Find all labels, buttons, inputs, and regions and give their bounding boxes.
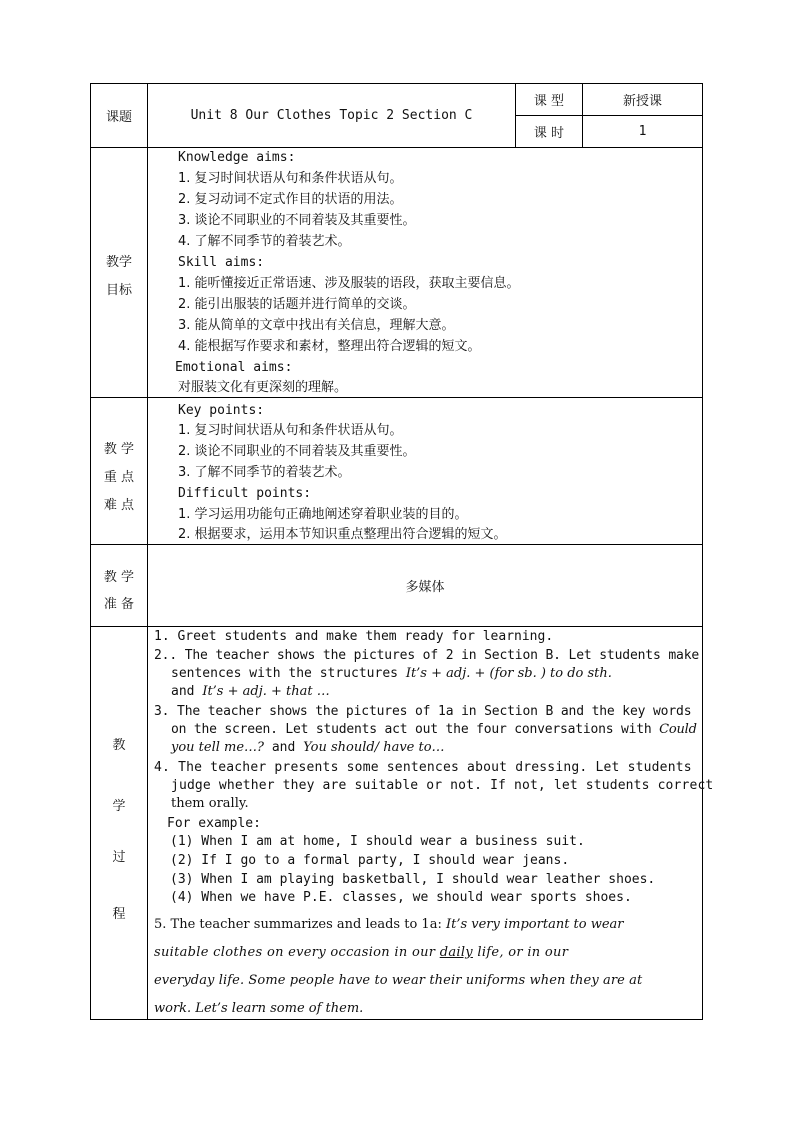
example-title: For example: <box>167 816 261 831</box>
key-points-title: Key points: <box>178 403 265 418</box>
skill-aims-title: Skill aims: <box>178 255 265 270</box>
process-step-5-line1 <box>154 917 624 933</box>
skill-aim-item: 4. 能根据写作要求和素材，整理出符合逻辑的短文。 <box>178 339 481 354</box>
knowledge-aim-item: 4. 了解不同季节的着装艺术。 <box>178 234 351 249</box>
preparation-value: 多媒体 <box>405 580 445 595</box>
preparation-label-line2: 准 备 <box>103 597 135 612</box>
key-points-label-2: 重 点 <box>103 470 135 485</box>
skill-aim-item: 2. 能引出服装的话题并进行简单的交谈。 <box>178 297 416 312</box>
step3-and: and <box>264 740 304 755</box>
lesson-plan-table <box>90 83 714 1020</box>
row-divider <box>90 397 703 398</box>
table-border-bottom <box>90 1019 703 1020</box>
step5-daily-underlined: daily <box>439 945 473 960</box>
difficult-points-title: Difficult points: <box>178 486 312 501</box>
process-step-2-line3 <box>171 684 330 700</box>
process-step-3-line3 <box>171 740 445 756</box>
step2-and: and <box>171 684 203 699</box>
process-label-3: 过 <box>112 850 126 865</box>
example-sentence: (2) If I go to a formal party, I should wear jeans. <box>170 853 570 868</box>
example-sentence: (4) When we have P.E. classes, we should wear sports shoes. <box>170 890 632 905</box>
step3-phrase-1: you tell me…? <box>171 740 265 755</box>
objectives-label-line1: 教学 <box>105 255 132 270</box>
row-divider <box>90 147 703 148</box>
knowledge-aim-item: 3. 谈论不同职业的不同着装及其重要性。 <box>178 213 416 228</box>
topic-label: 课题 <box>105 110 132 125</box>
process-step-5-line4: work. Let’s learn some of them. <box>154 1001 364 1016</box>
topic-value: Unit 8 Our Clothes Topic 2 Section C <box>190 108 473 123</box>
step5-quote-start: It’s very important to wear <box>445 917 624 932</box>
example-sentence: (3) When I am playing basketball, I should wear leather shoes. <box>170 872 656 887</box>
process-step-2-line1: 2.. The teacher shows the pictures of 2 in Section B. Let students make <box>154 648 700 663</box>
process-step-4-line1: 4. The teacher presents some sentences about dressing. Let students <box>154 760 692 775</box>
key-point-item: 2. 谈论不同职业的不同着装及其重要性。 <box>178 444 416 459</box>
step3-could: Could <box>659 722 697 737</box>
class-hours-value: 1 <box>638 124 647 139</box>
process-step-3-line2 <box>171 722 697 738</box>
key-points-label-1: 教 学 <box>103 442 135 457</box>
skill-aim-item: 1. 能听懂接近正常语速、涉及服装的语段，获取主要信息。 <box>178 276 520 291</box>
process-label-1: 教 <box>112 738 126 753</box>
class-hours-label: 课 时 <box>533 126 565 141</box>
difficult-point-item: 2. 根据要求，运用本节知识重点整理出符合逻辑的短文。 <box>178 527 507 542</box>
step5-quote: suitable clothes on every occasion in our <box>154 945 440 960</box>
emotional-aim-text: 对服装文化有更深刻的理解。 <box>178 380 348 395</box>
difficult-point-item: 1. 学习运用功能句正确地阐述穿着职业装的目的。 <box>178 507 468 522</box>
row-divider <box>90 626 703 627</box>
preparation-label-line1: 教 学 <box>103 570 135 585</box>
step3-phrase-2: You should/ have to… <box>303 740 445 755</box>
knowledge-aims-title: Knowledge aims: <box>178 150 296 165</box>
table-border-left <box>90 83 91 1020</box>
process-step-5-line2 <box>154 945 568 961</box>
step2-text: sentences with the structures <box>171 666 406 681</box>
table-border-right <box>702 83 703 1020</box>
lesson-type-value: 新授课 <box>622 94 662 109</box>
key-point-item: 3. 了解不同季节的着装艺术。 <box>178 465 351 480</box>
example-sentence: (1) When I am at home, I should wear a business suit. <box>170 834 585 849</box>
step3-text: on the screen. Let students act out the four conversations with <box>171 722 660 737</box>
emotional-aims-title: Emotional aims: <box>175 360 293 375</box>
lesson-type-label: 课 型 <box>533 94 565 109</box>
process-step-5-line3: everyday life. Some people have to wear their uniforms when they are at <box>154 973 643 988</box>
process-label-4: 程 <box>112 907 126 922</box>
step2-structure-2: It’s + adj. + that … <box>202 684 330 699</box>
objectives-label-line2: 目标 <box>105 283 132 298</box>
skill-aim-item: 3. 能从简单的文章中找出有关信息，理解大意。 <box>178 318 455 333</box>
key-points-label-3: 难 点 <box>103 498 135 513</box>
process-step-4-line3: them orally. <box>171 796 249 811</box>
process-label-2: 学 <box>112 799 126 814</box>
process-step-1: 1. Greet students and make them ready for learning. <box>154 629 554 644</box>
process-step-3-line1: 3. The teacher shows the pictures of 1a in Section B and the key words <box>154 704 692 719</box>
knowledge-aim-item: 1. 复习时间状语从句和条件状语从句。 <box>178 171 403 186</box>
step5-quote-cont: life, or in our <box>472 945 569 960</box>
process-step-2-line2 <box>171 666 612 682</box>
process-step-4-line2: judge whether they are suitable or not. If not, let students correct <box>171 778 714 793</box>
knowledge-aim-item: 2. 复习动词不定式作目的状语的用法。 <box>178 192 403 207</box>
step5-text: 5. The teacher summarizes and leads to 1a: <box>154 917 446 932</box>
key-point-item: 1. 复习时间状语从句和条件状语从句。 <box>178 423 403 438</box>
step2-structure-1: It’s + adj. + (for sb. ) to do sth. <box>405 666 612 681</box>
